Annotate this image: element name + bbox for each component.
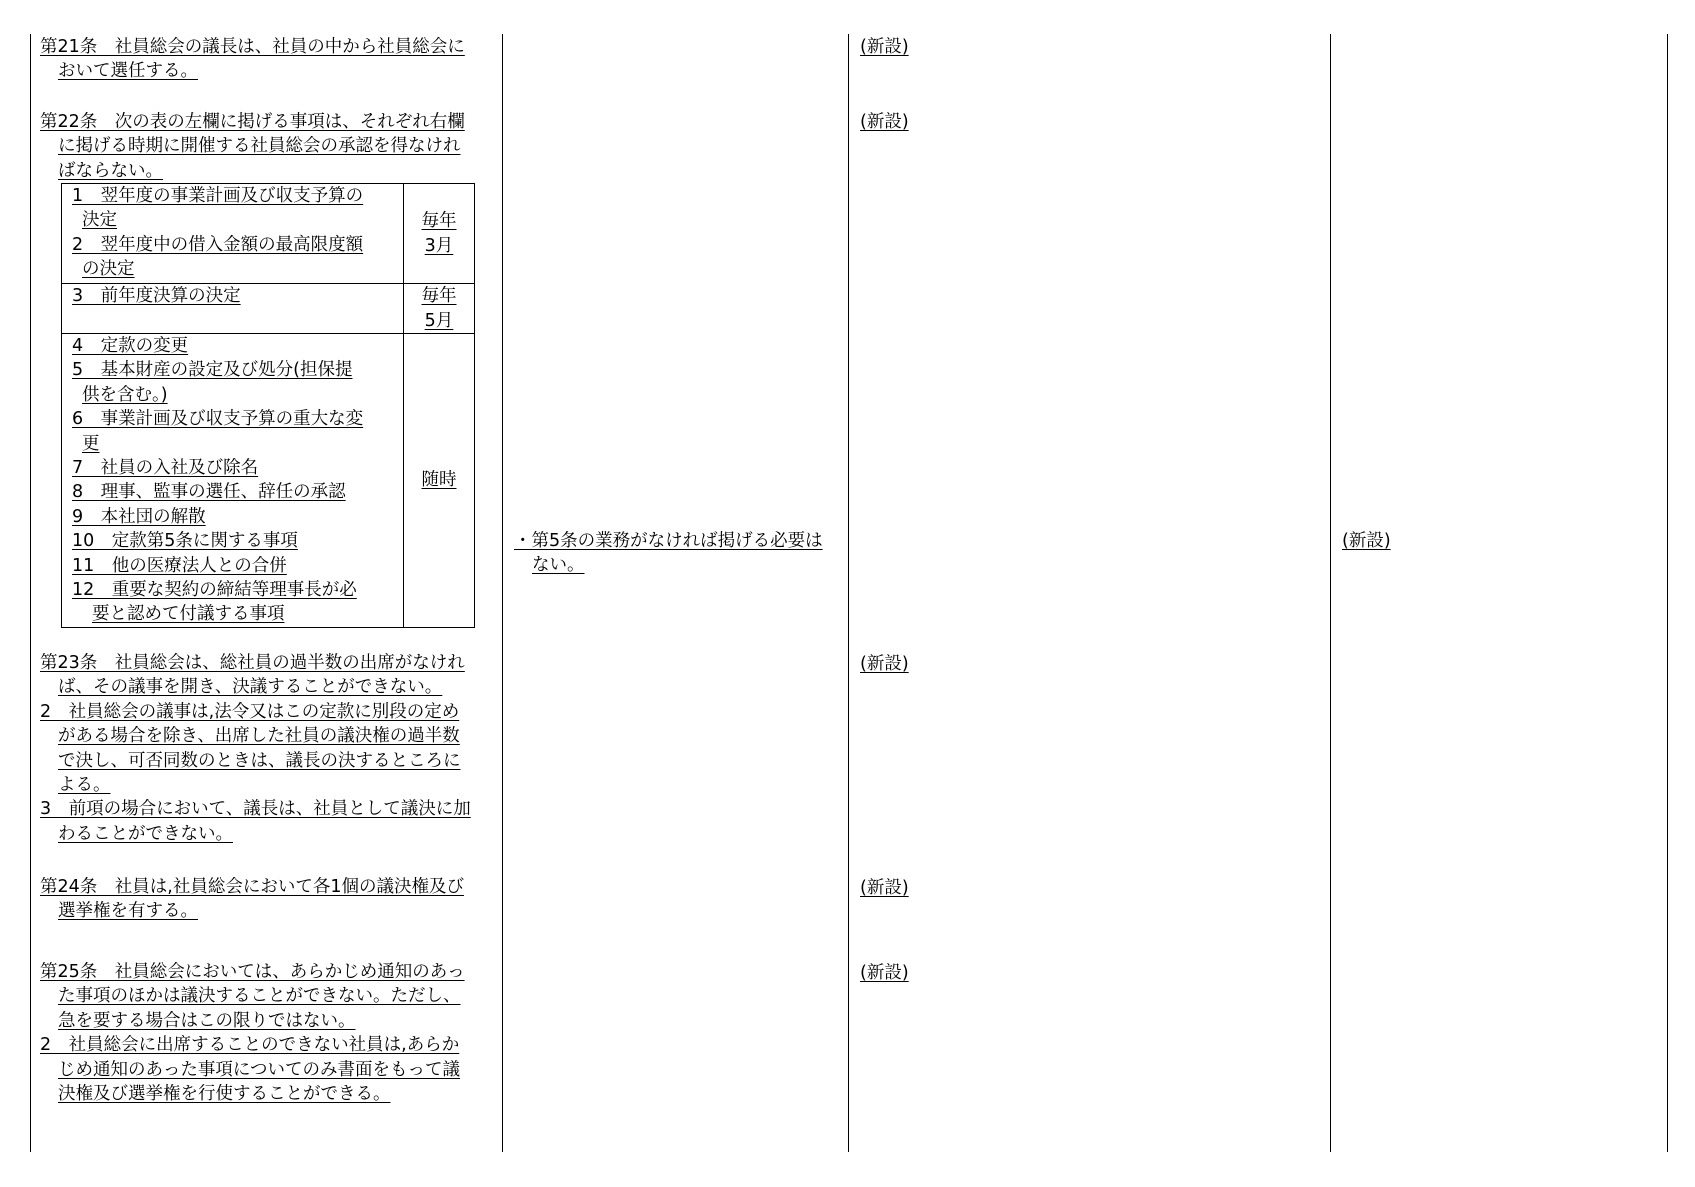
new-label: (新設): [860, 112, 909, 132]
note-article-5: ・第5条の業務がなければ掲げる必要は ない。: [514, 531, 823, 576]
schedule-timing-cell: 毎年 5月: [404, 284, 475, 334]
column-border-left: [30, 34, 31, 1152]
schedule-timing-cell: 毎年 3月: [404, 184, 475, 284]
schedule-items-cell: 3 前年度決算の決定: [62, 284, 404, 334]
article-23: 第23条 社員総会は、総社員の過半数の出席がなけれ ば、その議事を開き、決議することができない。 2 社員総会の議事は,法令又はこの定款に別段の定め がある場合を除き、出席した社員の議決権の過半数 で決し、可否同数のときは、議長の決するところに よる。 3 前項の場合において、議長は、社員として議決に加 わることができない。: [40, 653, 471, 844]
article-22: 第22条 次の表の左欄に掲げる事項は、それぞれ右欄 に掲げる時期に開催する社員総会の承認を得なけれ ばならない。: [40, 112, 465, 181]
column-border-3: [1330, 34, 1331, 1152]
schedule-row-1: [62, 184, 475, 284]
new-label: (新設): [860, 878, 909, 898]
new-label: (新設): [860, 963, 909, 983]
article-24: 第24条 社員は,社員総会において各1個の議決権及び 選挙権を有する。: [40, 877, 464, 922]
schedule-table: [61, 183, 475, 628]
column-border-1: [502, 34, 503, 1152]
column-border-2: [848, 34, 849, 1152]
new-label: (新設): [860, 37, 909, 57]
schedule-row-2: [62, 284, 475, 334]
schedule-items-cell: 1 翌年度の事業計画及び収支予算の 決定 2 翌年度中の借入金額の最高限度額 の決定: [62, 184, 404, 284]
new-label: (新設): [1342, 531, 1391, 551]
article-21: 第21条 社員総会の議長は、社員の中から社員総会に おいて選任する。: [40, 37, 465, 82]
schedule-items-cell: 4 定款の変更 5 基本財産の設定及び処分(担保提 供を含む。) 6 事業計画及び収支予算の重大な変 更 7 社員の入社及び除名 8 理事、監事の選任、辞任の承認 9 本社団の解散 10 定款第5条に関する事項 11 他の医療法人との合併 12 重要な契約の締結等理事長が必 要と認めて付議する事項: [62, 334, 404, 628]
column-border-right: [1667, 34, 1668, 1152]
new-label: (新設): [860, 654, 909, 674]
article-25: 第25条 社員総会においては、あらかじめ通知のあっ た事項のほかは議決することができない。ただし、 急を要する場合はこの限りではない。 2 社員総会に出席することのできない社員は,あらか じめ通知のあった事項についてのみ書面をもって議 決権及び選挙権を行使することができる。: [40, 962, 465, 1105]
schedule-timing-cell: 随時: [404, 334, 475, 628]
schedule-row-3: [62, 334, 475, 628]
